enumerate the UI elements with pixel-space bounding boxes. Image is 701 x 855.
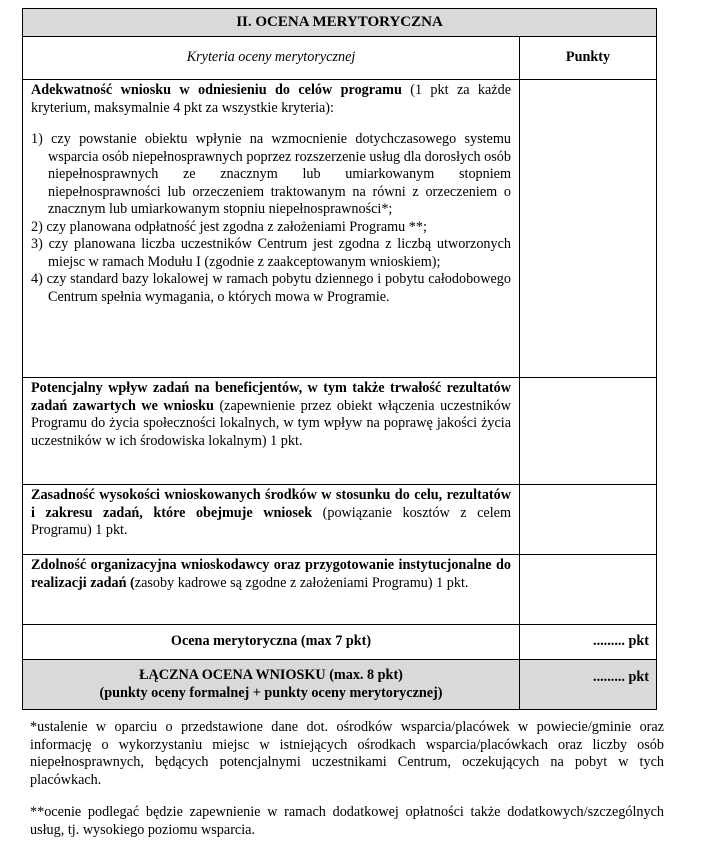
overall-total-subtitle: (punkty oceny formalnej + punkty oceny merytorycznej)	[99, 684, 443, 701]
footnote-2: **ocenie podlegać będzie zapewnienie w ramach dodatkowej opłatności także dodatkowych/szczególnych usług, tj. wysokiego poziomu wsparcia.	[30, 804, 664, 838]
criteria-column-header: Kryteria oceny merytorycznej	[23, 37, 520, 80]
criterion-impact	[23, 378, 520, 485]
merit-total-points[interactable]: ......... pkt	[520, 625, 657, 660]
section-title: II. OCENA MERYTORYCZNA	[23, 9, 657, 37]
points-cell[interactable]	[520, 80, 657, 378]
points-cell[interactable]	[520, 555, 657, 625]
criterion-funding	[23, 485, 520, 555]
criterion-description: (zapewnienie przez obiekt włączenia uczestników Programu do życia społeczności lokalnych, w tym wpływ na poprawę jakości życia uczestników w ich środowiska lokalnym) 1 pkt.	[31, 397, 511, 449]
criterion-title: Zdolność organizacyjna wnioskodawcy oraz przygotowanie instytucjonalne do realizacji zadań (	[31, 557, 511, 591]
criterion-description: (powiązanie kosztów z celem Programu) 1 pkt.	[31, 504, 512, 538]
list-item: 2) czy planowana odpłatność jest zgodna z założeniami Programu **;	[31, 218, 427, 235]
points-cell[interactable]	[520, 485, 657, 555]
merit-evaluation-table	[22, 8, 657, 710]
footnote-1: *ustalenie w oparciu o przedstawione dane dot. ośrodków wsparcia/placówek w powiecie/gminie oraz informację o wykorzystaniu miejsc w istniejących ośrodkach wsparcia/placówkach oraz liczby osób niepełnosprawnych, będących potencjalnymi uczestnikami Centrum, oczekujących na pobyt w tych placówkach.	[30, 719, 664, 788]
criterion-title: Potencjalny wpływ zadań na beneficjentów, w tym także trwałość rezultatów zadań zawartych we wniosku	[31, 380, 511, 414]
criterion-title: Adekwatność wniosku w odniesieniu do celów programu	[31, 82, 402, 98]
criterion-description: (1 pkt za każde kryterium, maksymalnie 4 pkt za wszystkie kryteria):	[31, 82, 511, 116]
criterion-subitems	[31, 131, 511, 306]
overall-total-title: ŁĄCZNA OCENA WNIOSKU (max. 8 pkt)	[139, 667, 403, 683]
points-column-header: Punkty	[520, 37, 657, 80]
criterion-title: Zasadność wysokości wnioskowanych środków w stosunku do celu, rezultatów i zakresu zadań, które obejmuje wniosek	[31, 487, 511, 521]
criterion-capacity	[23, 555, 520, 625]
overall-total-points[interactable]: ......... pkt	[520, 660, 657, 710]
overall-total-label	[23, 660, 520, 710]
list-item: 4) czy standard bazy lokalowej w ramach pobytu dziennego i pobytu całodobowego Centrum spełnia wymagania, o których mowa w Programie.	[31, 271, 511, 305]
criterion-description: zasoby kadrowe są zgodne z założeniami Programu) 1 pkt.	[134, 574, 469, 591]
merit-total-label: Ocena merytoryczna (max 7 pkt)	[23, 625, 520, 660]
points-cell[interactable]	[520, 378, 657, 485]
list-item: 1) czy powstanie obiektu wpłynie na wzmocnienie dotychczasowego systemu wsparcia osób niepełnosprawnych poprzez rozszerzenie usług dla dorosłych osób niepełnosprawnych ze znacznym lub umiarkowanym stopniem niepełnosprawności lub orzeczeniem traktowanym na równi z orzeczeniem o znacznym lub umiarkowanym stopniu niepełnosprawności*;	[31, 131, 511, 217]
criterion-adequacy	[23, 80, 520, 378]
list-item: 3) czy planowana liczba uczestników Centrum jest zgodna z liczbą utworzonych miejsc w ramach Modułu I (zgodnie z zaakceptowanym wnioskiem);	[31, 236, 511, 270]
